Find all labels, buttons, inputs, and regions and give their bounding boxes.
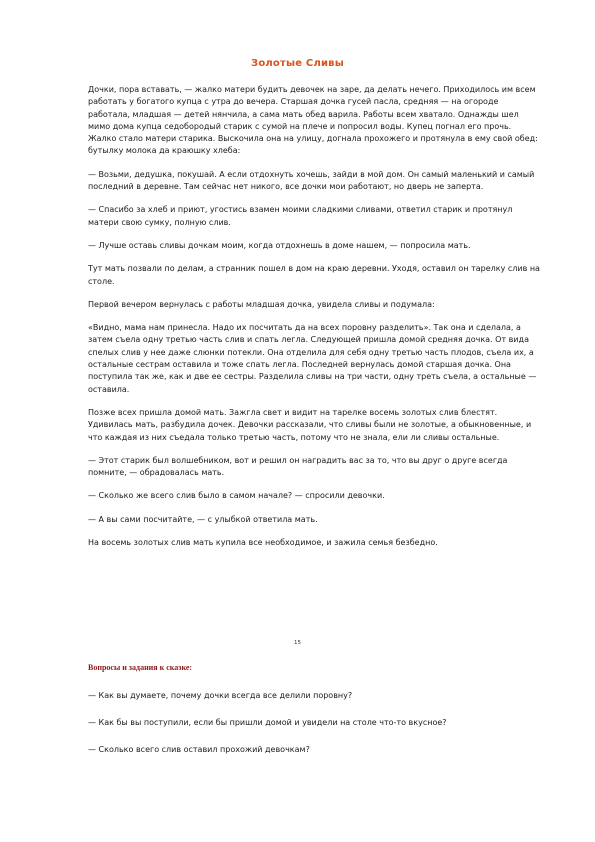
story-paragraph: — Сколько же всего слив было в самом начале? — спросили девочки. xyxy=(88,491,385,501)
story-paragraph: — Лучше оставь сливы дочкам моим, когда отдохнешь в доме нашем, — попросила мать. xyxy=(88,240,471,250)
question-item: — Как бы вы поступили, если бы пришли домой и увидели на столе что-то вкусное? xyxy=(88,718,447,727)
story-paragraph: Первой вечером вернулась с работы младшая дочка, увидела сливы и подумала: xyxy=(88,299,435,309)
story-paragraph: — А вы сами посчитайте, — с улыбкой ответила мать. xyxy=(88,514,318,524)
story-paragraph: «Видно, мама нам принесла. Надо их посчитать да на всех поровну разделить». Так она и сделала, а затем съела одну третью часть слив и спать легла. Следующей пришла домой средняя дочка. От вида спелых слив у нее даже слюнки потекли. Она отделила для себя одну третью часть плодов, съела их, а остальные сестрам оставила и тоже спать легла. Последней вернулась домой старшая дочка. Она поступила так же, как и две ее сестры. Разделила сливы на три части, одну треть съела, а остальные — оставила. xyxy=(88,323,537,394)
story-paragraph: Тут мать позвали по делам, а странник пошел в дом на краю деревни. Уходя, оставил он тарелку слив на столе. xyxy=(88,264,540,286)
story-title: Золотые Сливы xyxy=(251,58,344,69)
story-paragraph: — Этот старик был волшебником, вот и решил он наградить вас за то, что вы друг о друге всегда помните, — обрадовалась мать. xyxy=(88,455,508,478)
story-paragraph: Дочки, пора вставать, — жалко матери будить девочек на заре, да делать нечего. Приходилось им всем работать у богатого купца с утра до вечера. Старшая дочка гусей пасла, средняя — на огороде работала, младшая — детей нянчила, а сама мать обед варила. Работы всем хватало. Однажды шел мимо дома купца седобородый старик с сумой на плече и попросил воды. Купец погнал его прочь. Жалко стало матери старика. Выскочила она на улицу, догнала прохожего и протянула в ему свой обед: бутылку молока да краюшку хлеба: xyxy=(88,85,538,156)
page-number: 15 xyxy=(294,640,301,646)
story-paragraph: Позже всех пришла домой мать. Зажгла свет и видит на тарелке восемь золотых слив блестят. Удивилась мать, разбудила дочек. Девочки рассказали, что сливы были не золотые, а обыкновенные, и что каждая из них съедала только третью часть, потому что не знала, ели ли сливы остальные. xyxy=(88,407,532,442)
story-paragraph: — Спасибо за хлеб и приют, угостись взамен моими сладкими сливами, ответил старик и протянул матери свою сумку, полную слив. xyxy=(88,205,513,227)
story-paragraph: — Возьми, дедушка, покушай. А если отдохнуть хочешь, зайди в мой дом. Он самый маленький и самый последний в деревне. Там сейчас нет никого, все дочки мои работают, но дверь не заперта. xyxy=(88,169,535,192)
questions-heading: Вопросы и задания к сказке: xyxy=(88,663,193,672)
question-item: — Как вы думаете, почему дочки всегда все делили поровну? xyxy=(88,691,353,700)
question-item: — Сколько всего слив оставил прохожий девочкам? xyxy=(88,745,310,754)
story-paragraph: На восемь золотых слив мать купила все необходимое, и зажила семья безбедно. xyxy=(88,538,438,548)
story-body xyxy=(88,84,540,549)
questions-list xyxy=(88,690,540,771)
